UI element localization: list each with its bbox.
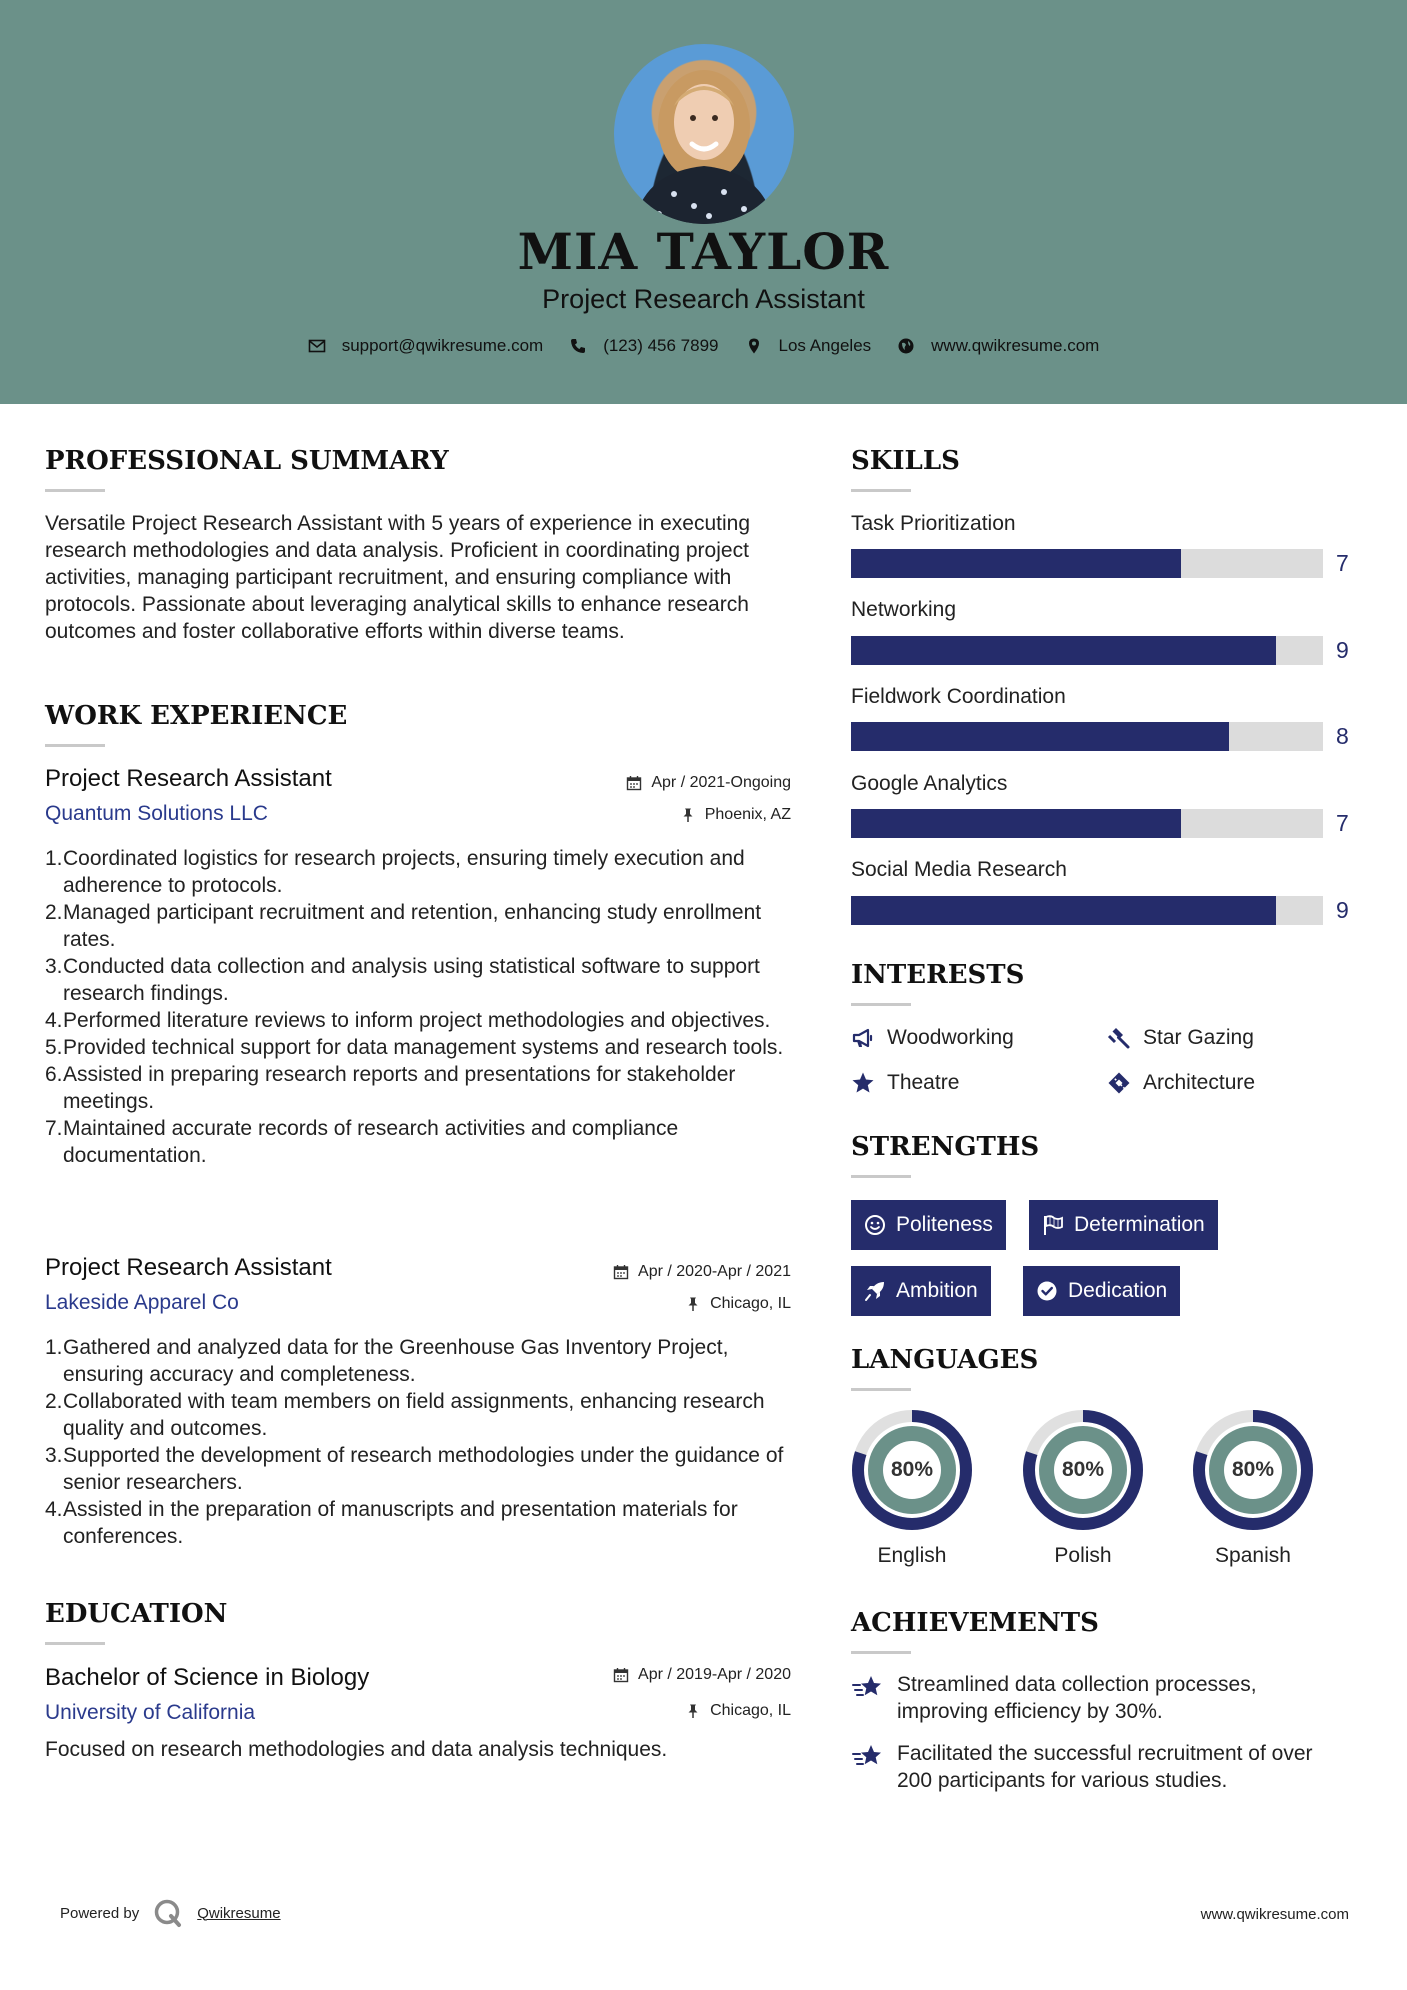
interest-label: Star Gazing [1143, 1026, 1254, 1049]
job-location [685, 1295, 791, 1313]
shooting-star-icon [851, 1673, 883, 1703]
list-item: 5. Provided technical support for data management systems and research tools. [45, 1036, 784, 1059]
job-dates [626, 774, 791, 792]
skill-value: 7 [1336, 810, 1349, 836]
duty-text: Collaborated with team members on field assignments, enhancing research quality and outcomes. [63, 1390, 765, 1440]
job-dates-text: Apr / 2021-Ongoing [651, 774, 791, 791]
duty-text: Managed participant recruitment and retention, enhancing study enrollment rates. [63, 901, 762, 951]
list-item: 3. Supported the development of research methodologies under the guidance of senior researchers. [45, 1442, 795, 1496]
duty-text: Provided technical support for data management systems and research tools. [63, 1036, 784, 1059]
education-heading: EDUCATION [45, 1599, 228, 1629]
location-text: Los Angeles [778, 336, 872, 355]
job-title: Project Research Assistant [45, 765, 332, 792]
achievement-item [851, 1740, 1331, 1794]
duty-text: Supported the development of research methodologies under the guidance of senior researchers. [63, 1444, 784, 1494]
skill-value: 9 [1336, 897, 1349, 923]
duty-text: Conducted data collection and analysis using statistical software to support research findings. [63, 955, 760, 1005]
duty-text: Gathered and analyzed data for the Greenhouse Gas Inventory Project, ensuring accuracy and completeness. [63, 1336, 729, 1386]
languages-heading: LANGUAGES [851, 1345, 1039, 1375]
email-text: support@qwikresume.com [341, 336, 544, 355]
job-duties-list [45, 845, 795, 1169]
calendar-icon [626, 775, 642, 791]
skill-name: Task Prioritization [851, 512, 1016, 535]
candidate-name: MIA TAYLOR [517, 222, 890, 281]
language-percent: 80% [1231, 1458, 1275, 1481]
list-item: 2. Collaborated with team members on field assignments, enhancing research quality and outcomes. [45, 1388, 795, 1442]
contact-website[interactable] [897, 336, 1099, 356]
duty-text: Assisted in preparing research reports and presentations for stakeholder meetings. [63, 1063, 736, 1113]
job-dates-text: Apr / 2020-Apr / 2021 [638, 1263, 791, 1280]
skill-bar [851, 809, 1323, 838]
interests-heading: INTERESTS [851, 960, 1025, 990]
skill-value: 7 [1336, 550, 1349, 576]
language-gauge [1192, 1409, 1314, 1531]
pushpin-icon [685, 1296, 701, 1312]
language-gauge [1022, 1409, 1144, 1531]
duty-text: Coordinated logistics for research projects, ensuring timely execution and adherence to protocols. [63, 847, 745, 897]
skills-divider [851, 489, 911, 492]
company-name: Lakeside Apparel Co [45, 1291, 239, 1314]
strength-label: Determination [1074, 1213, 1205, 1236]
achievement-text: Streamlined data collection processes, improving efficiency by 30%. [897, 1673, 1257, 1723]
skill-bar-fill [851, 896, 1276, 925]
education-location-text: Chicago, IL [710, 1702, 791, 1719]
language-percent: 80% [1061, 1458, 1105, 1481]
check-circle-icon [1036, 1280, 1058, 1302]
job-duties-list [45, 1334, 795, 1550]
achievement-text: Facilitated the successful recruitment of over 200 participants for various studies. [897, 1742, 1313, 1792]
list-item: 1. Coordinated logistics for research projects, ensuring timely execution and adherence to protocols. [45, 845, 795, 899]
interest-label: Theatre [887, 1071, 960, 1094]
resume-header [0, 0, 1407, 404]
achievements-divider [851, 1651, 911, 1654]
strengths-divider [851, 1175, 911, 1178]
strength-badge [1023, 1266, 1180, 1316]
languages-divider [851, 1388, 911, 1391]
list-item: 1. Gathered and analyzed data for the Greenhouse Gas Inventory Project, ensuring accuracy and completeness. [45, 1334, 795, 1388]
skill-bar [851, 722, 1323, 751]
interest-label: Architecture [1143, 1071, 1256, 1094]
duty-text: Maintained accurate records of research activities and compliance documentation. [63, 1117, 679, 1167]
pushpin-icon [680, 807, 696, 823]
skills-heading: SKILLS [851, 446, 960, 476]
education-divider [45, 1642, 105, 1645]
qwikresume-logo-icon[interactable] [153, 1898, 183, 1928]
smile-icon [864, 1214, 886, 1236]
language-name: Spanish [1215, 1544, 1291, 1567]
education-location [685, 1702, 791, 1720]
skill-bar-fill [851, 549, 1181, 578]
duty-text: Performed literature reviews to inform project methodologies and objectives. [63, 1009, 771, 1032]
language-name: Polish [1054, 1544, 1112, 1567]
profile-photo [614, 44, 794, 224]
skill-bar [851, 549, 1323, 578]
interest-item [851, 1026, 1014, 1050]
phone-icon [569, 337, 587, 355]
contact-phone[interactable] [569, 336, 718, 356]
strength-badge [851, 1200, 1006, 1250]
rocket-icon [864, 1280, 886, 1302]
skill-name: Fieldwork Coordination [851, 685, 1066, 708]
interest-item [1107, 1026, 1254, 1050]
contact-email[interactable] [308, 336, 544, 356]
job-title: Project Research Assistant [45, 1254, 332, 1281]
experience-heading: WORK EXPERIENCE [45, 701, 348, 731]
list-item: 6. Assisted in preparing research reports and presentations for stakeholder meetings. [45, 1061, 795, 1115]
strengths-heading: STRENGTHS [851, 1132, 1040, 1162]
achievements-heading: ACHIEVEMENTS [851, 1608, 1099, 1638]
gavel-icon [1107, 1026, 1131, 1050]
pushpin-icon [685, 1703, 701, 1719]
candidate-title: Project Research Assistant [542, 284, 865, 314]
interest-item [851, 1071, 959, 1095]
calendar-icon [613, 1264, 629, 1280]
list-item: 2. Managed participant recruitment and retention, enhancing study enrollment rates. [45, 899, 795, 953]
strength-label: Ambition [896, 1279, 978, 1302]
phone-text: (123) 456 7899 [603, 336, 719, 355]
summary-divider [45, 489, 105, 492]
job-dates [613, 1263, 791, 1281]
skill-value: 9 [1336, 637, 1349, 663]
powered-by-label: Powered by [60, 1904, 140, 1922]
degree-title: Bachelor of Science in Biology [45, 1664, 370, 1691]
skill-name: Social Media Research [851, 858, 1067, 881]
list-item: 4. Performed literature reviews to inform project methodologies and objectives. [45, 1009, 771, 1032]
achievement-item [851, 1671, 1331, 1725]
experience-divider [45, 744, 105, 747]
megaphone-icon [851, 1026, 875, 1050]
list-item: 7. Maintained accurate records of research activities and compliance documentation. [45, 1115, 795, 1169]
skill-bar [851, 636, 1323, 665]
interest-label: Woodworking [887, 1026, 1014, 1049]
envelope-icon [308, 337, 326, 355]
strength-label: Dedication [1068, 1279, 1168, 1302]
brand-link[interactable]: Qwikresume [197, 1904, 281, 1922]
globe-icon [897, 337, 915, 355]
calendar-icon [613, 1667, 629, 1683]
contact-bar [0, 336, 1407, 356]
strength-badge [851, 1266, 991, 1316]
duty-text: Assisted in the preparation of manuscripts and presentation materials for conferences. [63, 1498, 738, 1548]
skill-bar-fill [851, 722, 1229, 751]
summary-text: Versatile Project Research Assistant with 5 years of experience in executing research methodologies and data analysis. Proficient in coordinating project activities, managing participant recruitment, and ensuring compliance with protocols. Passionate about leveraging analytical skills to enhance research outcomes and foster collaborative efforts within diverse teams. [45, 512, 751, 643]
interests-divider [851, 1003, 911, 1006]
strength-badge [1029, 1200, 1218, 1250]
skill-name: Google Analytics [851, 772, 1008, 795]
list-item: 3. Conducted data collection and analysis using statistical software to support research findings. [45, 953, 795, 1007]
flag-icon [1042, 1214, 1064, 1236]
job-location-text: Phoenix, AZ [704, 806, 791, 823]
education-dates [613, 1666, 791, 1684]
job-location-text: Chicago, IL [710, 1295, 791, 1312]
job-location [680, 806, 791, 824]
skill-value: 8 [1336, 723, 1349, 749]
website-text: www.qwikresume.com [931, 336, 1100, 355]
education-dates-text: Apr / 2019-Apr / 2020 [638, 1666, 791, 1683]
interest-item [1107, 1071, 1255, 1095]
language-name: English [877, 1544, 947, 1567]
strength-label: Politeness [896, 1213, 993, 1236]
language-percent: 80% [890, 1458, 934, 1481]
footer-website-link[interactable]: www.qwikresume.com [1200, 1906, 1349, 1923]
skill-name: Networking [851, 598, 957, 621]
skill-bar-fill [851, 636, 1276, 665]
shooting-star-icon [851, 1742, 883, 1772]
skill-bar [851, 896, 1323, 925]
contact-location [745, 336, 872, 356]
language-gauge [851, 1409, 973, 1531]
school-name: University of California [45, 1701, 256, 1724]
skill-bar-fill [851, 809, 1181, 838]
ticket-icon [1107, 1071, 1131, 1095]
footer-powered-by [60, 1898, 281, 1928]
map-pin-icon [745, 337, 763, 355]
summary-heading: PROFESSIONAL SUMMARY [45, 446, 449, 476]
company-name: Quantum Solutions LLC [45, 802, 268, 825]
education-description: Focused on research methodologies and data analysis techniques. [45, 1738, 668, 1761]
star-icon [851, 1071, 875, 1095]
list-item: 4. Assisted in the preparation of manuscripts and presentation materials for conferences. [45, 1496, 795, 1550]
